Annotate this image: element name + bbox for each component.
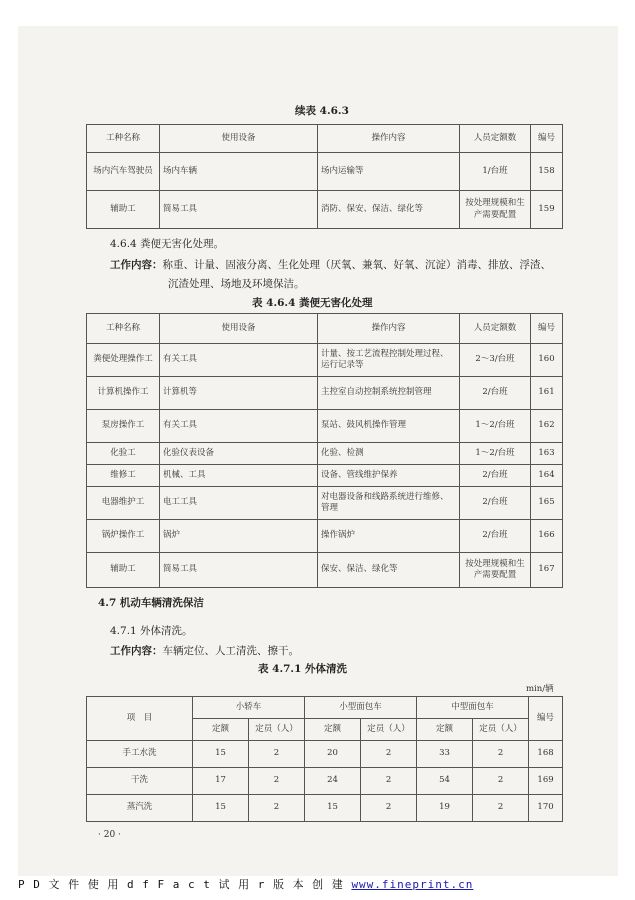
header-cell: 人员定额数 bbox=[460, 314, 531, 344]
cell: 计算机等 bbox=[160, 377, 318, 410]
cell: 2/台班 bbox=[460, 520, 531, 553]
cell: 15 bbox=[193, 795, 249, 822]
cell: 167 bbox=[531, 553, 563, 588]
cell: 2 bbox=[249, 768, 305, 795]
table-row bbox=[87, 487, 563, 520]
cell: 化验仪表设备 bbox=[160, 443, 318, 465]
footer-text: P D 文 件 使 用 d f F a c t 试 用 r 版 本 创 建 bbox=[18, 878, 344, 891]
subheader-cell: 定员（人） bbox=[473, 719, 529, 741]
header-cell: 使用设备 bbox=[160, 314, 318, 344]
section-471-heading: 4.7.1 外体清洗。 bbox=[110, 625, 193, 637]
cell: 54 bbox=[417, 768, 473, 795]
table-463 bbox=[86, 124, 563, 229]
cell: 2/台班 bbox=[460, 377, 531, 410]
cell: 锅炉操作工 bbox=[87, 520, 160, 553]
subheader-cell: 定员（人） bbox=[249, 719, 305, 741]
unit-label: min/辆 bbox=[526, 684, 554, 694]
table-471 bbox=[86, 696, 563, 822]
cell: 操作锅炉 bbox=[318, 520, 460, 553]
table-row bbox=[87, 377, 563, 410]
work-content-line bbox=[110, 643, 299, 658]
cell: 化验、检测 bbox=[318, 443, 460, 465]
table-463-caption: 续表 4.6.3 bbox=[295, 105, 349, 117]
work-content-line bbox=[110, 257, 551, 272]
cell: 计量、按工艺流程控制处理过程、运行记录等 bbox=[318, 344, 460, 377]
cell: 主控室自动控制系统控制管理 bbox=[318, 377, 460, 410]
cell: 160 bbox=[531, 344, 563, 377]
cell: 场内车辆 bbox=[160, 153, 318, 191]
work-content-label: 工作内容： bbox=[110, 645, 163, 657]
header-cell: 使用设备 bbox=[160, 125, 318, 153]
cell: 场内运输等 bbox=[318, 153, 460, 191]
cell: 机械、工具 bbox=[160, 465, 318, 487]
work-content-text: 车辆定位、人工清洗、擦干。 bbox=[162, 645, 299, 657]
cell: 24 bbox=[305, 768, 361, 795]
header-cell: 操作内容 bbox=[318, 314, 460, 344]
table-row bbox=[87, 741, 563, 768]
pdf-watermark-footer bbox=[18, 876, 473, 892]
table-row bbox=[87, 520, 563, 553]
cell: 166 bbox=[531, 520, 563, 553]
cell: 蒸汽洗 bbox=[87, 795, 193, 822]
table-header-row bbox=[87, 697, 563, 719]
header-cell: 编号 bbox=[531, 314, 563, 344]
table-header-row bbox=[87, 125, 563, 153]
cell: 161 bbox=[531, 377, 563, 410]
footer-link[interactable]: www.fineprint.cn bbox=[351, 878, 474, 891]
table-464 bbox=[86, 313, 563, 588]
header-cell-item: 项 目 bbox=[87, 697, 193, 741]
cell: 辅助工 bbox=[87, 553, 160, 588]
table-row bbox=[87, 553, 563, 588]
section-464-heading: 4.6.4 粪便无害化处理。 bbox=[110, 238, 225, 250]
table-row bbox=[87, 795, 563, 822]
cell: 电器维护工 bbox=[87, 487, 160, 520]
cell: 17 bbox=[193, 768, 249, 795]
cell: 对电器设备和线路系统进行维修、管理 bbox=[318, 487, 460, 520]
cell: 2 bbox=[473, 768, 529, 795]
cell: 场内汽车驾驶员 bbox=[87, 153, 160, 191]
cell: 165 bbox=[531, 487, 563, 520]
cell: 有关工具 bbox=[160, 344, 318, 377]
cell: 设备、管线维护保养 bbox=[318, 465, 460, 487]
cell: 163 bbox=[531, 443, 563, 465]
table-row bbox=[87, 465, 563, 487]
cell: 按处理规模和生产需要配置 bbox=[460, 191, 531, 229]
cell: 33 bbox=[417, 741, 473, 768]
cell: 电工工具 bbox=[160, 487, 318, 520]
cell: 1～2/台班 bbox=[460, 410, 531, 443]
cell: 2/台班 bbox=[460, 465, 531, 487]
work-content-text: 称重、计量、固液分离、生化处理（厌氧、兼氧、好氧、沉淀）消毒、排放、浮渣、 bbox=[162, 259, 551, 271]
cell: 化验工 bbox=[87, 443, 160, 465]
cell: 170 bbox=[529, 795, 563, 822]
cell: 粪便处理操作工 bbox=[87, 344, 160, 377]
cell: 158 bbox=[531, 153, 563, 191]
subheader-cell: 定额 bbox=[193, 719, 249, 741]
cell: 1/台班 bbox=[460, 153, 531, 191]
cell: 简易工具 bbox=[160, 553, 318, 588]
table-row bbox=[87, 768, 563, 795]
header-cell: 工种名称 bbox=[87, 314, 160, 344]
cell: 15 bbox=[305, 795, 361, 822]
cell: 辅助工 bbox=[87, 191, 160, 229]
table-row bbox=[87, 191, 563, 229]
work-content-continuation: 沉渣处理、场地及环境保洁。 bbox=[168, 278, 305, 290]
cell: 168 bbox=[529, 741, 563, 768]
cell: 手工水洗 bbox=[87, 741, 193, 768]
cell: 2 bbox=[361, 741, 417, 768]
cell: 2～3/台班 bbox=[460, 344, 531, 377]
cell: 2 bbox=[249, 741, 305, 768]
cell: 干洗 bbox=[87, 768, 193, 795]
cell: 19 bbox=[417, 795, 473, 822]
cell: 维修工 bbox=[87, 465, 160, 487]
cell: 泵站、鼓风机操作管理 bbox=[318, 410, 460, 443]
header-cell-number: 编号 bbox=[529, 697, 563, 741]
table-header-row bbox=[87, 314, 563, 344]
cell: 简易工具 bbox=[160, 191, 318, 229]
cell: 162 bbox=[531, 410, 563, 443]
cell: 164 bbox=[531, 465, 563, 487]
cell: 计算机操作工 bbox=[87, 377, 160, 410]
cell: 保安、保洁、绿化等 bbox=[318, 553, 460, 588]
header-cell: 编号 bbox=[531, 125, 563, 153]
header-cell: 操作内容 bbox=[318, 125, 460, 153]
cell: 有关工具 bbox=[160, 410, 318, 443]
cell: 锅炉 bbox=[160, 520, 318, 553]
header-group-cell: 小型面包车 bbox=[305, 697, 417, 719]
section-47-heading: 4.7 机动车辆清洗保洁 bbox=[98, 597, 204, 609]
cell: 2 bbox=[361, 768, 417, 795]
subheader-cell: 定额 bbox=[417, 719, 473, 741]
cell: 2 bbox=[473, 741, 529, 768]
cell: 消防、保安、保洁、绿化等 bbox=[318, 191, 460, 229]
cell: 按处理规模和生产需要配置 bbox=[460, 553, 531, 588]
header-group-cell: 中型面包车 bbox=[417, 697, 529, 719]
cell: 15 bbox=[193, 741, 249, 768]
table-row bbox=[87, 344, 563, 377]
cell: 1～2/台班 bbox=[460, 443, 531, 465]
table-464-caption: 表 4.6.4 粪便无害化处理 bbox=[252, 297, 373, 309]
cell: 2/台班 bbox=[460, 487, 531, 520]
header-group-cell: 小轿车 bbox=[193, 697, 305, 719]
subheader-cell: 定额 bbox=[305, 719, 361, 741]
header-cell: 工种名称 bbox=[87, 125, 160, 153]
cell: 2 bbox=[361, 795, 417, 822]
cell: 159 bbox=[531, 191, 563, 229]
cell: 泵房操作工 bbox=[87, 410, 160, 443]
cell: 169 bbox=[529, 768, 563, 795]
work-content-label: 工作内容： bbox=[110, 259, 163, 271]
table-row bbox=[87, 410, 563, 443]
page-number: · 20 · bbox=[98, 830, 121, 840]
table-row bbox=[87, 153, 563, 191]
subheader-cell: 定员（人） bbox=[361, 719, 417, 741]
table-row bbox=[87, 443, 563, 465]
cell: 2 bbox=[473, 795, 529, 822]
header-cell: 人员定额数 bbox=[460, 125, 531, 153]
cell: 20 bbox=[305, 741, 361, 768]
table-471-caption: 表 4.7.1 外体清洗 bbox=[258, 663, 348, 675]
cell: 2 bbox=[249, 795, 305, 822]
